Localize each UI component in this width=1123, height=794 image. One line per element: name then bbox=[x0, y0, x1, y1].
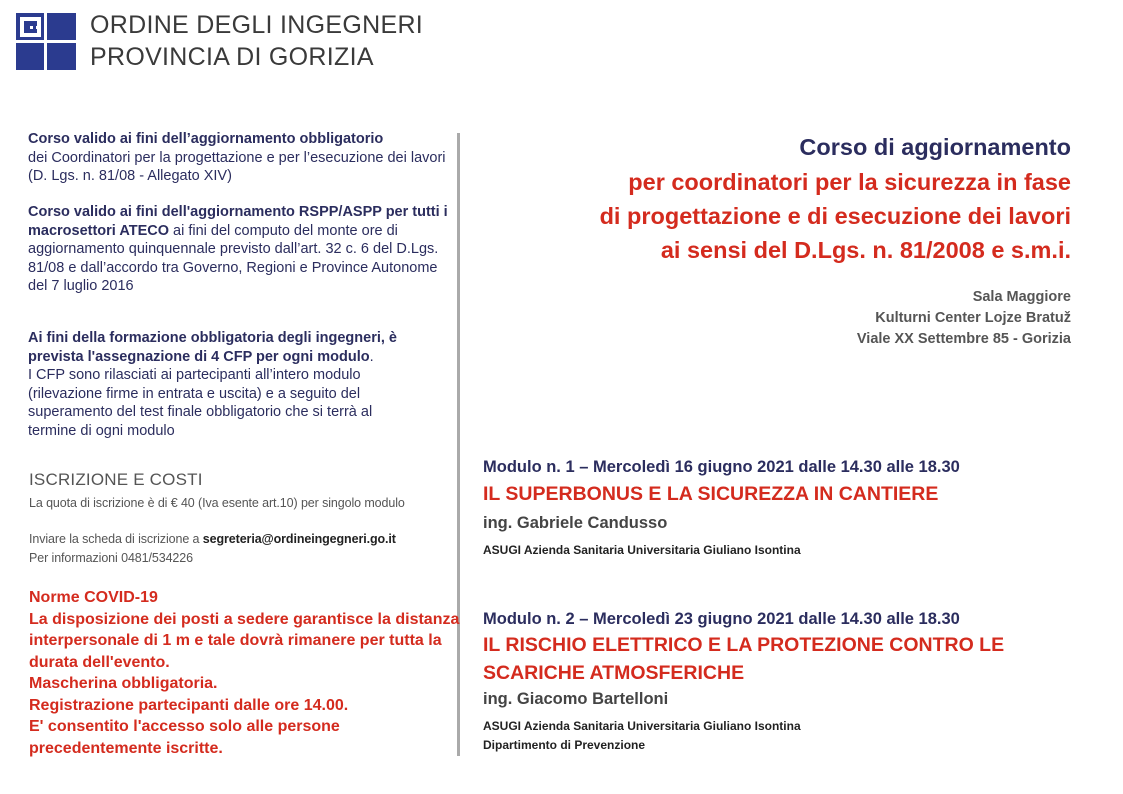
module1-topic: IL SUPERBONUS E LA SICUREZZA IN CANTIERE bbox=[483, 483, 939, 505]
cfp-info-heading: Ai fini della formazione obbligatoria degli ingegneri, è prevista l'assegnazione di 4 CFP per ogni modulo bbox=[28, 330, 397, 365]
module1-speaker: ing. Gabriele Candusso bbox=[483, 514, 668, 532]
registration-title: ISCRIZIONE E COSTI bbox=[29, 470, 203, 489]
module2-topic-line2: SCARICHE ATMOSFERICHE bbox=[483, 662, 745, 684]
covid-rules-line: durata dell'evento. bbox=[29, 653, 170, 671]
course-validity-coordinators-heading: Corso valido ai fini dell’aggiornamento obbligatorio bbox=[28, 131, 384, 147]
registration-send bbox=[29, 532, 396, 546]
covid-rules-line: Registrazione partecipanti dalle ore 14.00. bbox=[29, 696, 349, 714]
registration-email-link[interactable]: segreteria@ordineingegneri.go.it bbox=[202, 532, 396, 546]
module1-organization: ASUGI Azienda Sanitaria Universitaria Giuliano Isontina bbox=[483, 543, 801, 557]
org-name-line2: PROVINCIA DI GORIZIA bbox=[90, 43, 374, 71]
module2-topic-line1: IL RISCHIO ELETTRICO E LA PROTEZIONE CONTRO LE bbox=[483, 634, 1005, 656]
cfp-info-dot: . bbox=[369, 348, 374, 365]
module2-organization: ASUGI Azienda Sanitaria Universitaria Giuliano Isontina bbox=[483, 719, 801, 733]
covid-rules-line: precedentemente iscritte. bbox=[29, 739, 223, 757]
course-title-line4: ai sensi del D.Lgs. n. 81/2008 e s.m.i. bbox=[660, 237, 1071, 263]
org-name-line1: ORDINE DEGLI INGEGNERI bbox=[90, 11, 424, 39]
covid-rules bbox=[29, 587, 459, 759]
course-title-line3: di progettazione e di esecuzione dei lavori bbox=[599, 203, 1071, 229]
course-validity-coordinators-text: dei Coordinatori per la progettazione e per l’esecuzione dei lavori (D. Lgs. n. 81/08 - Allegato XIV) bbox=[28, 149, 446, 184]
module2-title: Modulo n. 2 – Mercoledì 23 giugno 2021 dalle 14.30 alle 18.30 bbox=[483, 610, 960, 628]
registration-fee: La quota di iscrizione è di € 40 (Iva esente art.10) per singolo modulo bbox=[29, 496, 405, 510]
course-validity-rspp-text: ai fini del computo del monte ore di aggiornamento quinquennale previsto dall’art. 32 c. 6 del D.Lgs. 81/08 e dall’accordo tra Governo, Regioni e Province Autonome del 7 luglio 2016 bbox=[28, 222, 439, 294]
registration-info-phone: Per informazioni 0481/534226 bbox=[29, 551, 193, 565]
venue-name: Kulturni Center Lojze Bratuž bbox=[875, 310, 1071, 326]
module1-title: Modulo n. 1 – Mercoledì 16 giugno 2021 dalle 14.30 alle 18.30 bbox=[483, 458, 960, 476]
venue-room: Sala Maggiore bbox=[972, 289, 1071, 305]
course-title-line1: Corso di aggiornamento bbox=[799, 134, 1071, 160]
covid-rules-line: E' consentito l'accesso solo alle persone bbox=[29, 718, 340, 735]
cfp-info bbox=[28, 329, 423, 440]
course-title-line2: per coordinatori per la sicurezza in fase bbox=[628, 169, 1071, 195]
covid-rules-line: Mascherina obbligatoria. bbox=[29, 675, 218, 692]
logo-icon bbox=[16, 13, 76, 70]
registration-send-text: Inviare la scheda di iscrizione a bbox=[29, 532, 203, 546]
course-validity-coordinators bbox=[28, 130, 448, 186]
covid-rules-line: interpersonale di 1 m e tale dovrà rimanere per tutta la bbox=[29, 632, 442, 649]
course-validity-rspp bbox=[28, 203, 448, 296]
module2-speaker: ing. Giacomo Bartelloni bbox=[483, 690, 669, 708]
covid-rules-title: Norme COVID-19 bbox=[29, 589, 158, 606]
module2-department: Dipartimento di Prevenzione bbox=[483, 738, 646, 752]
covid-rules-line: La disposizione dei posti a sedere garantisce la distanza bbox=[29, 610, 460, 628]
course-validity-rspp-heading: Corso valido ai fini dell'aggiornamento RSPP/ASPP per tutti i macrosettori ATECO bbox=[28, 204, 448, 239]
cfp-info-text: I CFP sono rilasciati ai partecipanti all’intero modulo (rilevazione firme in entrata e uscita) e a seguito del superamento del test finale obbligatorio che si terrà al termine di ogni modulo bbox=[28, 367, 373, 439]
venue-address: Viale XX Settembre 85 - Gorizia bbox=[856, 331, 1071, 347]
